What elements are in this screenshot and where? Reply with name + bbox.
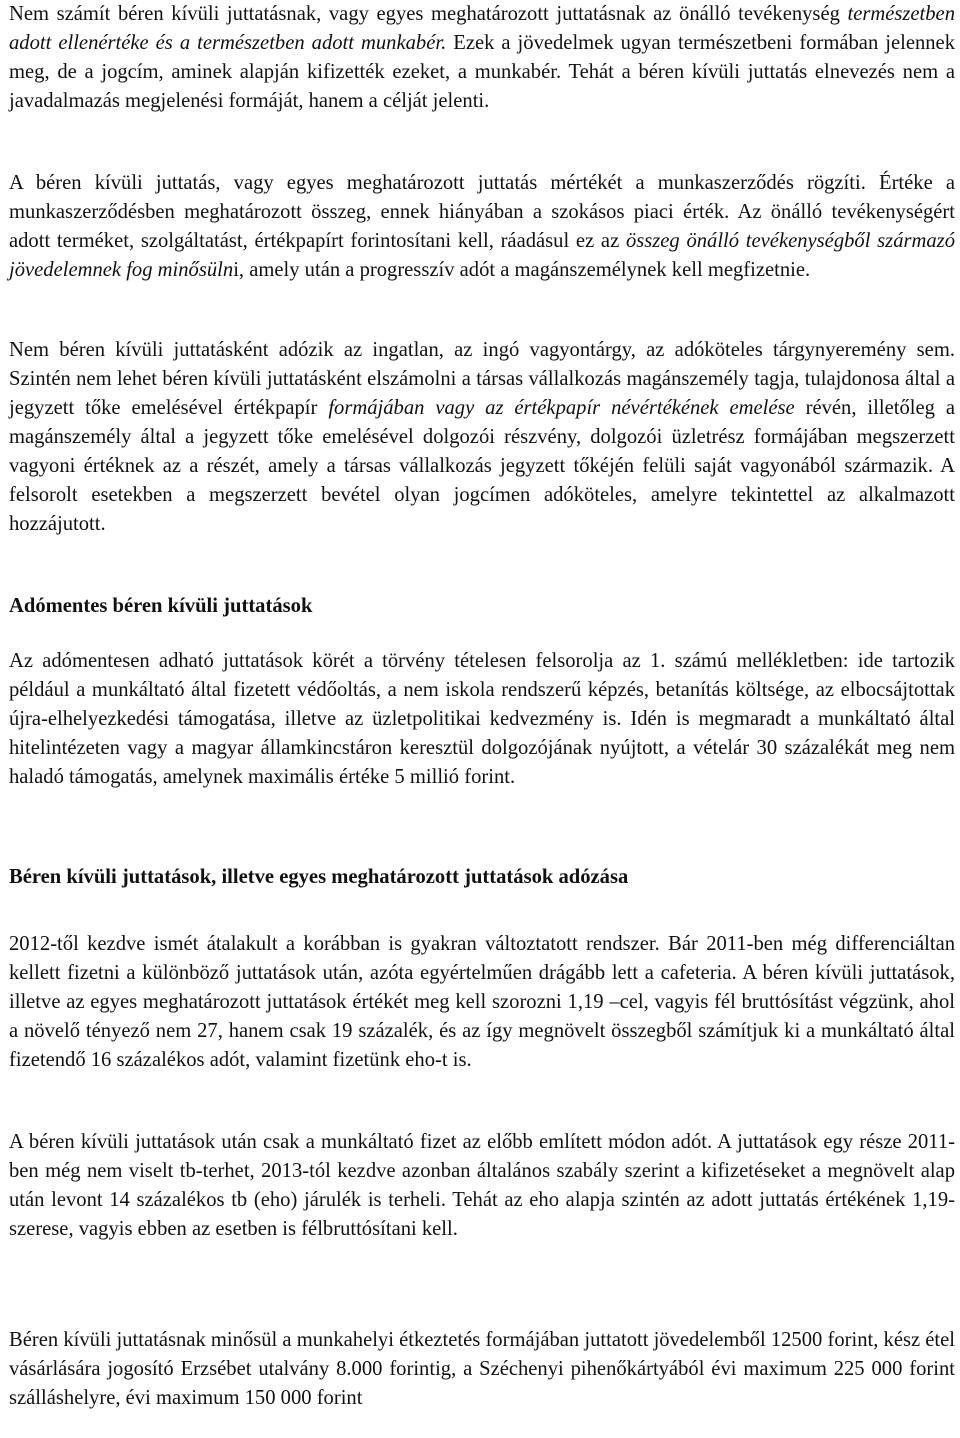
paragraph-tax-free-list: Az adómentesen adható juttatások körét a törvény tételesen felsorolja az 1. számú mellékletben: ide tartozik például a munkáltató által fizetett védőoltás, a nem iskola rendszerű képzés, betanítás költsége, az elbocsájtottak újra-elhelyezkedési támogatása, illetve az üzletpolitikai kedvezmény is. Idén is megmaradt a munkáltató által hitelintézeten vagy a magyar államkincstáron keresztül dolgozójának nyújtott, a vételár 30 százalékát meg nem haladó támogatás, amelynek maximális értéke 5 millió forint. — [9, 650, 955, 788]
paragraph-benefit-types: Béren kívüli juttatásnak minősül a munkahelyi étkeztetés formájában juttatott jövedelemből 12500 forint, kész étel vásárlására jogosító Erzsébet utalvány 8.000 forintig, a Széchenyi pihenőkártyából évi maximum 225 000 forint szálláshelyre, évi maximum 150 000 forint — [9, 1329, 955, 1409]
paragraph-benefit-amount: A béren kívüli juttatás, vagy egyes meghatározott juttatás mértékét a munkaszerződés rögzíti. Értéke a munkaszerződésben meghatározott összeg, ennek hiányában a szokásos piaci érték. Az önálló tevékenységért adott terméket, szolgáltatást, értékpapírt forintosítani kell, ráadásul ez az összeg önálló tevékenységből származó jövedelemnek fog minősülni, amely után a progresszív adót a magánszemélynek kell megfizetnie. — [9, 172, 955, 281]
paragraph-taxation-2012: 2012-től kezdve ismét átalakult a korábban is gyakran változtatott rendszer. Bár 2011-ben még differenciáltan kellett fizetni a különböző juttatások után, azóta egyértelműen drágább lett a cafeteria. A béren kívüli juttatások, illetve az egyes meghatározott juttatások értékét meg kell szorozni 1,19 –cel, vagyis fél bruttósítást végzünk, ahol a növelő tényező nem 27, hanem csak 19 százalék, és az így megnövelt összegből számítjuk ki a munkáltató által fizetendő 16 százalékos adót, valamint fizetünk eho-t is. — [9, 933, 955, 1071]
heading-tax-free-benefits: Adómentes béren kívüli juttatások — [9, 595, 313, 617]
heading-benefit-taxation: Béren kívüli juttatások, illetve egyes meghatározott juttatások adózása — [9, 866, 629, 888]
paragraph-employer-tax: A béren kívüli juttatások után csak a munkáltató fizet az előbb említett módon adót. A juttatások egy része 2011-ben még nem viselt tb-terhet, 2013-tól kezdve azonban általános szabály szerint a kifizetéseket a megnövelt alap után levont 14 százalékos tb (eho) járulék is terheli. Tehát az eho alapja szintén az adott juttatás értékének 1,19-szerese, vagyis ebben az esetben is félbruttósítani kell. — [9, 1131, 955, 1240]
paragraph-exclusions: Nem béren kívüli juttatásként adózik az ingatlan, az ingó vagyontárgy, az adóköteles tárgynyeremény sem. Szintén nem lehet béren kívüli juttatásként elszámolni a társas vállalkozás magánszemély tagja, tulajdonosa által a jegyzett tőke emelésével értékpapír formájában vagy az értékpapír névértékének emelése révén, illetőleg a magánszemély által a jegyzett tőke emelésével dolgozói részvény, dolgozói üzletrész formájában megszerzett vagyoni értéknek az a részét, amely a társas vállalkozás jegyzett tőkéjén felüli saját vagyonából származik. A felsorolt esetekben a megszerzett bevétel olyan jogcímen adóköteles, amelyre tekintettel az alkalmazott hozzájutott. — [9, 339, 955, 535]
paragraph-natural-benefits: Nem számít béren kívüli juttatásnak, vagy egyes meghatározott juttatásnak az önálló tevékenység természetben adott ellenértéke és a természetben adott munkabér. Ezek a jövedelmek ugyan természetbeni formában jelennek meg, de a jogcím, aminek alapján kifizették ezeket, a munkabér. Tehát a béren kívüli juttatás elnevezés nem a javadalmazás megjelenési formáját, hanem a célját jelenti. — [9, 3, 955, 112]
